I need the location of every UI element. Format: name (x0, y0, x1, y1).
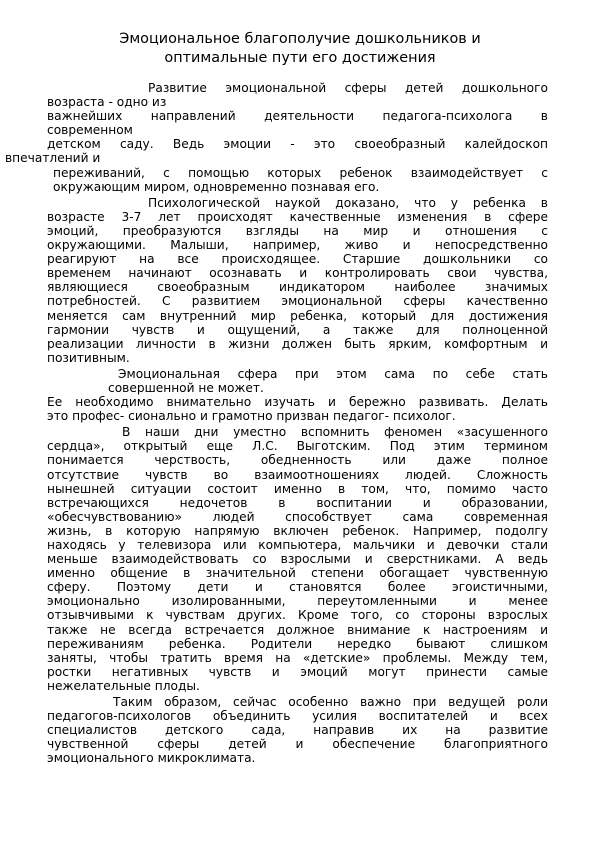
text-line: реагируют на все происходящее. Старшие дошкольники со (47, 252, 548, 267)
text-line: отзывчивыми к чувствам других. Кроме того, со стороны взрослых (47, 608, 548, 623)
text-line: окружающими. Малыши, например, живо и непосредственно (47, 238, 548, 253)
document-title (40, 30, 560, 68)
text-line: В наши дни уместно вспомнить феномен «засушенного (122, 425, 548, 440)
text-line: нежелательные плоды. (47, 678, 200, 693)
text-line: Таким образом, сейчас особенно важно при ведущей роли (113, 695, 548, 710)
text-line: меняется сам внутренний мир ребенка, который для достижения (47, 308, 548, 323)
text-line: отсутствие чувств во взаимоотношениях людей. Сложность (47, 467, 548, 482)
text-line: нынешней ситуации состоит именно в том, что, помимо часто (47, 481, 548, 496)
text-line: встречающихся недочетов в воспитании и образовании, (47, 495, 548, 510)
text-line: специалистов детского сада, направив их на развитие (47, 723, 548, 738)
text-line: понимается черствость, обедненность или даже полное (47, 453, 548, 468)
text-line: жизнь, в которую напрямую включен ребенок. Например, подолгу (47, 523, 548, 538)
text-line: меньше взаимодействовать со взрослыми и сверстниками. А ведь (47, 552, 548, 567)
text-line: переживаний, с помощью которых ребенок взаимодействует с (53, 165, 548, 180)
text-line: гармонии чувств и ощущений, а также для полноценной (47, 322, 548, 337)
text-line: ростки негативных чувств и эмоций могут принести самые (47, 664, 548, 679)
text-line: являющиеся своеобразным индикатором наиболее значимых (47, 280, 548, 295)
text-line: современном (47, 123, 133, 138)
text-line: Психологической наукой доказано, что у ребенка в (148, 195, 548, 210)
text-line: впечатлений и (5, 151, 101, 166)
text-line: чувственной сферы детей и обеспечение благоприятного (47, 737, 548, 752)
text-line: окружающим миром, одновременно познавая его. (53, 179, 380, 194)
title-line-2: оптимальные пути его достижения (164, 50, 436, 66)
text-line: педагогов-психологов объединить усилия воспитателей и всех (47, 709, 548, 724)
title-line-1: Эмоциональное благополучие дошкольников и (119, 31, 481, 47)
text-line: эмоций, преобразуются взгляды на мир и отношения с (47, 223, 548, 238)
text-line: также не всегда встречается должное внимание к настроениям и (47, 622, 548, 637)
text-line: совершенной не может. (108, 380, 264, 395)
text-line: детском саду. Ведь эмоции - это своеобразный калейдоскоп (47, 137, 548, 152)
text-line: эмоционального микроклимата. (47, 751, 256, 766)
text-line: эмоционально изолированными, переутомленными и менее (47, 594, 548, 609)
text-line: заняты, чтобы тратить время на «детские» проблемы. Между тем, (47, 650, 548, 665)
text-line: потребностей. С развитием эмоциональной сферы качественно (47, 294, 548, 309)
text-line: позитивным. (47, 350, 130, 365)
text-line: «обесчувствованию» людей способствует сама современная (47, 509, 548, 524)
text-line: возраста - одно из (47, 95, 167, 110)
text-line: Эмоциональная сфера при этом сама по себе стать (118, 366, 548, 381)
text-line: сферу. Поэтому дети и становятся более эгоистичными, (47, 580, 548, 595)
text-line: возрасте 3-7 лет происходят качественные изменения в сфере (47, 209, 548, 224)
document-body (0, 81, 595, 766)
text-line: сердца», открытый еще Л.С. Выготским. Под этим термином (47, 439, 548, 454)
text-line: реализации личности в жизни должен быть ярким, комфортным и (47, 336, 548, 351)
text-line: Ее необходимо внимательно изучать и бережно развивать. Делать (47, 395, 548, 410)
text-line: переживаниям ребенка. Родители нередко бывают слишком (47, 636, 548, 651)
text-line: временем начинают осознавать и контролировать свои чувства, (47, 266, 548, 281)
text-line: Развитие эмоциональной сферы детей дошкольного (148, 81, 548, 95)
text-line: именно общение в значительной степени обогащает чувственную (47, 566, 548, 581)
text-line: это профес- сионально и грамотно призван педагог- психолог. (47, 409, 456, 424)
text-line: находясь у телевизора или компьютера, мальчики и девочки стали (47, 538, 548, 552)
text-line: важнейших направлений деятельности педагога-психолога в (47, 109, 548, 124)
